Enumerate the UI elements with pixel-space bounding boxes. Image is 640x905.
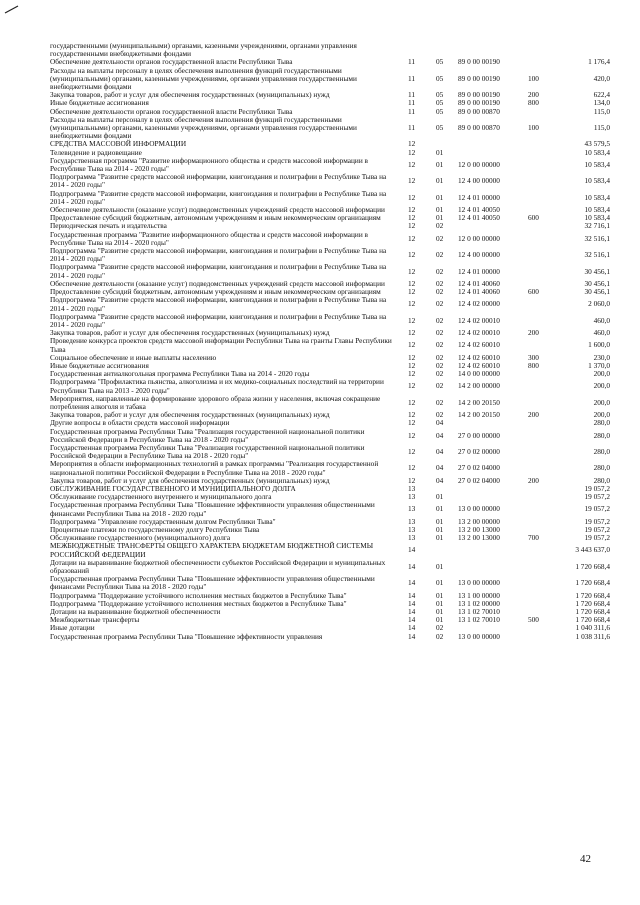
table-row xyxy=(50,575,610,591)
row-section-code: 11 xyxy=(408,73,416,83)
row-subsection-code: 01 xyxy=(436,533,444,543)
budget-expenditure-table xyxy=(50,42,610,641)
row-section-code: 12 xyxy=(408,205,416,215)
row-section-code: 13 xyxy=(408,483,416,493)
row-target-article: 27 0 02 04000 xyxy=(458,463,500,473)
row-name: Иные бюджетные ассигнования xyxy=(50,360,149,370)
row-name: Государственная программа "Развитие информационного общества и средств массовой информации в Республике Тыва на 2014 - 2020 годы" xyxy=(50,229,368,247)
row-subsection-code: 01 xyxy=(436,607,444,617)
row-expense-type: 200 xyxy=(528,90,539,100)
row-name: Телевидение и радиовещание xyxy=(50,147,142,157)
row-subsection-code: 05 xyxy=(436,90,444,100)
row-section-code: 12 xyxy=(408,278,416,288)
row-section-code: 12 xyxy=(408,266,416,276)
row-name: Обслуживание государственного (муниципального) долга xyxy=(50,533,231,543)
row-section-code: 12 xyxy=(408,381,416,391)
row-target-article: 89 0 00 00870 xyxy=(458,123,500,133)
row-target-article: 12 4 02 60010 xyxy=(458,352,500,362)
row-target-article: 27 0 00 00000 xyxy=(458,430,500,440)
row-subsection-code: 04 xyxy=(436,463,444,473)
row-section-code: 13 xyxy=(408,504,416,514)
row-amount: 10 583,4 xyxy=(584,192,610,202)
row-amount: 10 583,4 xyxy=(584,147,610,157)
row-name: Другие вопросы в области средств массовой информации xyxy=(50,418,230,428)
row-target-article: 12 0 00 00000 xyxy=(458,233,500,243)
row-subsection-code: 02 xyxy=(436,352,444,362)
row-subsection-code: 04 xyxy=(436,475,444,485)
row-name: Иные дотации xyxy=(50,623,95,633)
row-subsection-code: 02 xyxy=(436,381,444,391)
table-row xyxy=(50,633,610,641)
row-section-code: 14 xyxy=(408,590,416,600)
row-name: Проведение конкурса проектов средств массовой информации Республики Тыва на гранты Главы Республики Тыва xyxy=(50,336,392,354)
row-subsection-code: 01 xyxy=(436,205,444,215)
row-name: государственными (муниципальными) органами, казенными учреждениями, органами управления государственными внебюджетными фондами xyxy=(50,41,357,59)
row-name: Дотации на выравнивание бюджетной обеспеченности субъектов Российской Федерации и муниципальных образований xyxy=(50,557,386,575)
row-target-article: 12 4 00 00000 xyxy=(458,250,500,260)
row-name: Обеспечение деятельности органов государственной власти Республики Тыва xyxy=(50,106,293,116)
row-name: Подпрограмма "Управление государственным долгом Республики Тыва" xyxy=(50,516,276,526)
row-amount: 1 038 311,6 xyxy=(575,631,610,641)
row-section-code: 11 xyxy=(408,57,416,67)
row-section-code: 11 xyxy=(408,98,416,108)
row-section-code: 12 xyxy=(408,299,416,309)
row-target-article: 12 4 02 00010 xyxy=(458,315,500,325)
row-name: Подпрограмма "Поддержание устойчивого исполнения местных бюджетов в Республике Тыва" xyxy=(50,590,347,600)
row-section-code: 11 xyxy=(408,123,416,133)
row-subsection-code: 05 xyxy=(436,57,444,67)
row-section-code: 12 xyxy=(408,139,416,149)
row-amount: 10 583,4 xyxy=(584,159,610,169)
table-row xyxy=(50,231,610,247)
row-name: Государственная антиалкогольная программа Республики Тыва на 2014 - 2020 годы xyxy=(50,369,310,379)
row-subsection-code: 01 xyxy=(436,159,444,169)
row-subsection-code: 01 xyxy=(436,578,444,588)
row-expense-type: 200 xyxy=(528,410,539,420)
table-row xyxy=(50,542,610,558)
row-subsection-code: 02 xyxy=(436,287,444,297)
row-amount: 1 720 668,4 xyxy=(575,615,610,625)
row-name: Подпрограмма "Развитие средств массовой информации, книгоиздания и полиграфии в Республике Тыва на 2014 - 2020 годы" xyxy=(50,262,387,280)
row-amount: 1 600,0 xyxy=(588,340,610,350)
table-row xyxy=(50,67,610,92)
row-expense-type: 100 xyxy=(528,123,539,133)
row-amount: 420,0 xyxy=(593,73,610,83)
row-section-code: 14 xyxy=(408,623,416,633)
row-section-code: 12 xyxy=(408,463,416,473)
row-subsection-code: 01 xyxy=(436,598,444,608)
row-target-article: 13 0 00 00000 xyxy=(458,504,500,514)
row-section-code: 12 xyxy=(408,250,416,260)
row-subsection-code: 02 xyxy=(436,278,444,288)
row-section-code: 12 xyxy=(408,352,416,362)
row-amount: 622,4 xyxy=(593,90,610,100)
row-subsection-code: 05 xyxy=(436,98,444,108)
row-amount: 32 516,1 xyxy=(584,250,610,260)
row-target-article: 12 4 01 40050 xyxy=(458,205,500,215)
row-amount: 30 456,1 xyxy=(584,278,610,288)
row-section-code: 12 xyxy=(408,213,416,223)
row-target-article: 12 4 02 00000 xyxy=(458,299,500,309)
table-row xyxy=(50,428,610,444)
page-number: 42 xyxy=(580,853,591,865)
row-name: Мероприятия, направленные на формирование здорового образа жизни у населения, включая сокращение потребления алкоголя и табака xyxy=(50,393,381,411)
row-target-article: 14 2 00 20150 xyxy=(458,397,500,407)
row-subsection-code: 02 xyxy=(436,397,444,407)
row-subsection-code: 02 xyxy=(436,221,444,231)
row-name: Обеспечение деятельности (оказание услуг) подведомственных учреждений средств массовой информации xyxy=(50,205,385,215)
row-expense-type: 800 xyxy=(528,98,539,108)
row-subsection-code: 01 xyxy=(436,524,444,534)
row-target-article: 89 0 00 00190 xyxy=(458,90,500,100)
row-section-code: 14 xyxy=(408,578,416,588)
pen-stroke-mark xyxy=(4,4,20,14)
row-name: Обеспечение деятельности (оказание услуг) подведомственных учреждений средств массовой информации xyxy=(50,278,385,288)
row-subsection-code: 02 xyxy=(436,340,444,350)
row-amount: 10 583,4 xyxy=(584,176,610,186)
row-amount: 10 583,4 xyxy=(584,205,610,215)
row-name: Мероприятия в области информационных технологий в рамках программы "Реализация государственной национальной политики Российской Федерации в Республике Тыва на 2018 - 2020 годы" xyxy=(50,459,379,477)
row-name: Закупка товаров, работ и услуг для обеспечения государственных (муниципальных) нужд xyxy=(50,410,330,420)
row-target-article: 89 0 00 00190 xyxy=(458,98,500,108)
row-subsection-code: 01 xyxy=(436,615,444,625)
row-amount: 32 716,1 xyxy=(584,221,610,231)
row-subsection-code: 02 xyxy=(436,623,444,633)
row-amount: 200,0 xyxy=(593,369,610,379)
row-expense-type: 200 xyxy=(528,475,539,485)
row-subsection-code: 05 xyxy=(436,106,444,116)
table-row xyxy=(50,460,610,476)
row-amount: 19 057,2 xyxy=(584,504,610,514)
row-amount: 30 456,1 xyxy=(584,287,610,297)
row-section-code: 12 xyxy=(408,430,416,440)
row-subsection-code: 01 xyxy=(436,561,444,571)
row-expense-type: 800 xyxy=(528,360,539,370)
row-name: Государственная программа Республики Тыва "Повышение эффективности управления общественными финансами Республики Тыва на 2018 - 2020 годы" xyxy=(50,574,375,592)
row-subsection-code: 01 xyxy=(436,590,444,600)
row-name: Межбюджетные трансферты xyxy=(50,615,140,625)
row-subsection-code: 01 xyxy=(436,504,444,514)
row-name: Государственная программа Республики Тыва "Реализация государственной национальной политики Российской Федерации в Республике Тыва на 2018 - 2020 годы" xyxy=(50,426,365,444)
table-row xyxy=(50,263,610,279)
row-amount: 200,0 xyxy=(593,381,610,391)
row-target-article: 12 0 00 00000 xyxy=(458,159,500,169)
row-section-code: 12 xyxy=(408,397,416,407)
row-section-code: 14 xyxy=(408,607,416,617)
row-expense-type: 600 xyxy=(528,287,539,297)
row-name: СРЕДСТВА МАССОВОЙ ИНФОРМАЦИИ xyxy=(50,139,187,149)
row-name: Подпрограмма "Развитие средств массовой информации, книгоиздания и полиграфии в Республике Тыва на 2014 - 2020 годы" xyxy=(50,295,387,313)
row-amount: 19 057,2 xyxy=(584,483,610,493)
row-name: Дотации на выравнивание бюджетной обеспеченности xyxy=(50,607,221,617)
row-target-article: 13 2 00 13000 xyxy=(458,524,500,534)
row-amount: 280,0 xyxy=(593,430,610,440)
row-section-code: 12 xyxy=(408,159,416,169)
row-target-article: 12 4 01 00000 xyxy=(458,192,500,202)
table-row xyxy=(50,190,610,206)
table-row xyxy=(50,296,610,312)
row-name: МЕЖБЮДЖЕТНЫЕ ТРАНСФЕРТЫ ОБЩЕГО ХАРАКТЕРА БЮДЖЕТАМ БЮДЖЕТНОЙ СИСТЕМЫ РОССИЙСКОЙ ФЕДЕРАЦИИ xyxy=(50,541,374,559)
row-section-code: 12 xyxy=(408,233,416,243)
table-row xyxy=(50,395,610,411)
row-section-code: 12 xyxy=(408,221,416,231)
row-subsection-code: 01 xyxy=(436,192,444,202)
row-section-code: 12 xyxy=(408,287,416,297)
row-target-article: 12 4 02 60010 xyxy=(458,340,500,350)
row-subsection-code: 05 xyxy=(436,123,444,133)
row-subsection-code: 02 xyxy=(436,360,444,370)
row-subsection-code: 02 xyxy=(436,250,444,260)
row-name: Закупка товаров, работ и услуг для обеспечения государственных (муниципальных) нужд xyxy=(50,90,330,100)
row-section-code: 11 xyxy=(408,106,416,116)
row-amount: 1 720 668,4 xyxy=(575,607,610,617)
row-subsection-code: 05 xyxy=(436,73,444,83)
row-section-code: 12 xyxy=(408,418,416,428)
table-row xyxy=(50,559,610,575)
row-amount: 230,0 xyxy=(593,352,610,362)
row-expense-type: 500 xyxy=(528,615,539,625)
row-name: ОБСЛУЖИВАНИЕ ГОСУДАРСТВЕННОГО И МУНИЦИПАЛЬНОГО ДОЛГА xyxy=(50,483,296,493)
row-section-code: 12 xyxy=(408,328,416,338)
row-target-article: 89 0 00 00870 xyxy=(458,106,500,116)
row-name: Государственная программа Республики Тыва "Повышение эффективности управления xyxy=(50,631,323,641)
row-amount: 1 720 668,4 xyxy=(575,590,610,600)
row-subsection-code: 02 xyxy=(436,266,444,276)
row-section-code: 14 xyxy=(408,561,416,571)
row-subsection-code: 01 xyxy=(436,516,444,526)
row-name: Периодическая печать и издательства xyxy=(50,221,167,231)
row-subsection-code: 01 xyxy=(436,147,444,157)
row-amount: 1 720 668,4 xyxy=(575,561,610,571)
row-target-article: 27 0 02 04000 xyxy=(458,475,500,485)
row-amount: 1 720 668,4 xyxy=(575,578,610,588)
row-amount: 32 516,1 xyxy=(584,233,610,243)
row-expense-type: 700 xyxy=(528,533,539,543)
row-target-article: 12 4 01 40050 xyxy=(458,213,500,223)
row-target-article: 12 4 01 40060 xyxy=(458,278,500,288)
row-amount: 43 579,5 xyxy=(584,139,610,149)
row-subsection-code: 02 xyxy=(436,233,444,243)
row-target-article: 12 4 00 00000 xyxy=(458,176,500,186)
table-row xyxy=(50,42,610,58)
row-amount: 30 456,1 xyxy=(584,266,610,276)
row-name: Обеспечение деятельности органов государственной власти Республики Тыва xyxy=(50,57,293,67)
row-name: Обслуживание государственного внутреннего и муниципального долга xyxy=(50,492,272,502)
row-section-code: 13 xyxy=(408,524,416,534)
row-expense-type: 200 xyxy=(528,328,539,338)
row-section-code: 12 xyxy=(408,475,416,485)
row-section-code: 12 xyxy=(408,192,416,202)
row-section-code: 12 xyxy=(408,369,416,379)
row-amount: 19 057,2 xyxy=(584,524,610,534)
row-subsection-code: 02 xyxy=(436,315,444,325)
table-row xyxy=(50,337,610,353)
row-name: Государственная программа Республики Тыва "Реализация государственной национальной политики Российской Федерации в Республике Тыва на 2018 - 2020 годы" xyxy=(50,442,365,461)
row-target-article: 13 0 00 00000 xyxy=(458,578,500,588)
table-row xyxy=(50,444,610,460)
row-amount: 19 057,2 xyxy=(584,516,610,526)
row-amount: 134,0 xyxy=(593,98,610,108)
row-target-article: 14 2 00 00000 xyxy=(458,381,500,391)
row-section-code: 11 xyxy=(408,90,416,100)
row-name: Социальное обеспечение и иные выплаты населению xyxy=(50,352,217,362)
row-subsection-code: 02 xyxy=(436,410,444,420)
row-section-code: 12 xyxy=(408,340,416,350)
row-amount: 460,0 xyxy=(593,315,610,325)
row-section-code: 12 xyxy=(408,315,416,325)
row-amount: 460,0 xyxy=(593,328,610,338)
row-amount: 1 720 668,4 xyxy=(575,598,610,608)
table-row xyxy=(50,378,610,394)
row-target-article: 27 0 02 00000 xyxy=(458,447,500,457)
row-target-article: 12 4 01 00000 xyxy=(458,266,500,276)
row-amount: 200,0 xyxy=(593,410,610,420)
row-section-code: 14 xyxy=(408,598,416,608)
table-row xyxy=(50,501,610,517)
row-target-article: 12 4 02 60010 xyxy=(458,360,500,370)
row-target-article: 13 1 00 00000 xyxy=(458,590,500,600)
row-target-article: 13 0 00 00000 xyxy=(458,631,500,641)
row-target-article: 13 1 02 70010 xyxy=(458,607,500,617)
row-target-article: 13 2 00 00000 xyxy=(458,516,500,526)
row-name: Подпрограмма "Поддержание устойчивого исполнения местных бюджетов в Республике Тыва" xyxy=(50,598,347,608)
row-target-article: 14 0 00 00000 xyxy=(458,369,500,379)
row-subsection-code: 04 xyxy=(436,418,444,428)
row-name: Государственная программа "Развитие информационного общества и средств массовой информации в Республике Тыва на 2014 - 2020 годы" xyxy=(50,155,368,174)
row-name: Расходы на выплаты персоналу в целях обеспечения выполнения функций государственными (муниципальными) органами, казенными учреждениями, органами управления государственными внебюджетными фондами xyxy=(50,65,357,92)
row-amount: 19 057,2 xyxy=(584,492,610,502)
row-name: Подпрограмма "Развитие средств массовой информации, книгоиздания и полиграфии в Республике Тыва на 2014 - 2020 годы" xyxy=(50,172,387,190)
row-section-code: 13 xyxy=(408,516,416,526)
row-section-code: 14 xyxy=(408,545,416,555)
table-row xyxy=(50,116,610,141)
row-name: Процентные платежи по государственному долгу Республики Тыва xyxy=(50,524,260,534)
row-amount: 280,0 xyxy=(593,447,610,457)
row-amount: 19 057,2 xyxy=(584,533,610,543)
table-row xyxy=(50,247,610,263)
row-expense-type: 100 xyxy=(528,73,539,83)
row-section-code: 14 xyxy=(408,615,416,625)
row-name: Государственная программа Республики Тыва "Повышение эффективности управления общественными финансами Республики Тыва на 2018 - 2020 годы" xyxy=(50,500,375,518)
row-expense-type: 300 xyxy=(528,352,539,362)
row-amount: 1 176,4 xyxy=(588,57,610,67)
row-target-article: 89 0 00 00190 xyxy=(458,57,500,67)
row-name: Закупка товаров, работ и услуг для обеспечения государственных (муниципальных) нужд xyxy=(50,475,330,485)
row-amount: 1 370,0 xyxy=(588,360,610,370)
row-subsection-code: 01 xyxy=(436,176,444,186)
row-target-article: 12 4 02 00010 xyxy=(458,328,500,338)
row-subsection-code: 01 xyxy=(436,213,444,223)
row-amount: 200,0 xyxy=(593,397,610,407)
row-amount: 115,0 xyxy=(593,106,610,116)
row-amount: 1 040 311,6 xyxy=(575,623,610,633)
row-amount: 280,0 xyxy=(593,463,610,473)
row-section-code: 12 xyxy=(408,147,416,157)
row-target-article: 14 2 00 20150 xyxy=(458,410,500,420)
row-name: Предоставление субсидий бюджетным, автономным учреждениям и иным некоммерческим организациям xyxy=(50,213,381,223)
row-name: Закупка товаров, работ и услуг для обеспечения государственных (муниципальных) нужд xyxy=(50,328,330,338)
row-target-article: 13 1 02 70010 xyxy=(458,615,500,625)
row-section-code: 12 xyxy=(408,410,416,420)
row-name: Подпрограмма "Развитие средств массовой информации, книгоиздания и полиграфии в Республике Тыва на 2014 - 2020 годы" xyxy=(50,188,387,206)
row-section-code: 12 xyxy=(408,176,416,186)
row-subsection-code: 04 xyxy=(436,430,444,440)
row-expense-type: 600 xyxy=(528,213,539,223)
row-subsection-code: 01 xyxy=(436,492,444,502)
row-subsection-code: 02 xyxy=(436,369,444,379)
row-amount: 10 583,4 xyxy=(584,213,610,223)
row-target-article: 12 4 01 40060 xyxy=(458,287,500,297)
row-target-article: 13 1 02 00000 xyxy=(458,598,500,608)
row-amount: 280,0 xyxy=(593,475,610,485)
table-row xyxy=(50,616,610,624)
row-target-article: 89 0 00 00190 xyxy=(458,73,500,83)
row-name: Подпрограмма "Профилактика пьянства, алкоголизма и их медико-социальных последствий на территории Республики Тыва на 2013 - 2020 годы" xyxy=(50,377,384,395)
row-section-code: 13 xyxy=(408,492,416,502)
row-section-code: 12 xyxy=(408,360,416,370)
row-name: Иные бюджетные ассигнования xyxy=(50,98,149,108)
row-section-code: 14 xyxy=(408,631,416,641)
table-row xyxy=(50,157,610,173)
row-section-code: 13 xyxy=(408,533,416,543)
row-amount: 2 060,0 xyxy=(588,299,610,309)
table-row xyxy=(50,173,610,189)
row-name: Расходы на выплаты персоналу в целях обеспечения выполнения функций государственными (муниципальными) органами, казенными учреждениями, органами управления государственными внебюджетными фондами xyxy=(50,114,357,141)
row-subsection-code: 02 xyxy=(436,631,444,641)
row-section-code: 12 xyxy=(408,447,416,457)
row-subsection-code: 04 xyxy=(436,447,444,457)
row-subsection-code: 02 xyxy=(436,299,444,309)
table-row xyxy=(50,313,610,329)
row-amount: 3 443 637,0 xyxy=(575,545,610,555)
row-name: Предоставление субсидий бюджетным, автономным учреждениям и иным некоммерческим организациям xyxy=(50,287,381,297)
row-name: Подпрограмма "Развитие средств массовой информации, книгоиздания и полиграфии в Республике Тыва на 2014 - 2020 годы" xyxy=(50,311,387,329)
row-name: Подпрограмма "Развитие средств массовой информации, книгоиздания и полиграфии в Республике Тыва на 2014 - 2020 годы" xyxy=(50,246,387,264)
row-subsection-code: 02 xyxy=(436,328,444,338)
row-amount: 280,0 xyxy=(593,418,610,428)
row-amount: 115,0 xyxy=(593,123,610,133)
row-target-article: 13 2 00 13000 xyxy=(458,533,500,543)
